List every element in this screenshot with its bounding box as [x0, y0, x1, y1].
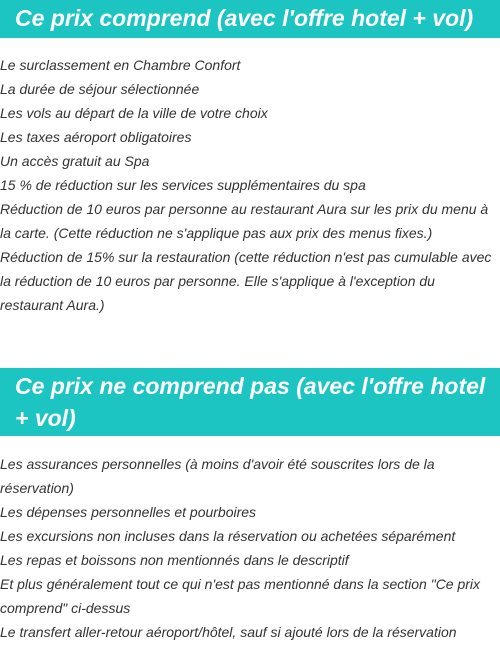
- list-item: Le transfert aller-retour aéroport/hôtel, sauf si ajouté lors de la réservation: [0, 624, 457, 640]
- list-item: Les taxes aéroport obligatoires: [0, 129, 192, 145]
- list-item: Les vols au départ de la ville de votre choix: [0, 105, 268, 121]
- list-item: Les repas et boissons non mentionnés dans le descriptif: [0, 552, 349, 568]
- list-item: La durée de séjour sélectionnée: [0, 81, 200, 97]
- list-item: Les dépenses personnelles et pourboires: [0, 504, 257, 520]
- list-item: Les excursions non incluses dans la réservation ou achetées séparément: [0, 528, 456, 544]
- list-item: Un accès gratuit au Spa: [0, 153, 150, 169]
- excluded-section-title: Ce prix ne comprend pas (avec l'offre hotel + vol): [0, 368, 500, 436]
- list-item: Et plus généralement tout ce qui n'est pas mentionné dans la section "Ce prix comprend" ci-dessus: [0, 576, 481, 616]
- included-section-title: Ce prix comprend (avec l'offre hotel + vol): [0, 0, 500, 38]
- included-list: [0, 53, 500, 317]
- list-item: Réduction de 10 euros par personne au restaurant Aura sur les prix du menu à la carte. (Cette réduction ne s'applique pas aux prix des menus fixes.): [0, 201, 489, 241]
- list-item: Le surclassement en Chambre Confort: [0, 57, 241, 73]
- excluded-list: [0, 452, 500, 644]
- list-item: Les assurances personnelles (à moins d'avoir été souscrites lors de la réservation): [0, 456, 435, 496]
- list-item: Réduction de 15% sur la restauration (cette réduction n'est pas cumulable avec la réduction de 10 euros par personne. Elle s'applique à l'exception du restaurant Aura.): [0, 249, 492, 313]
- list-item: 15 % de réduction sur les services supplémentaires du spa: [0, 177, 366, 193]
